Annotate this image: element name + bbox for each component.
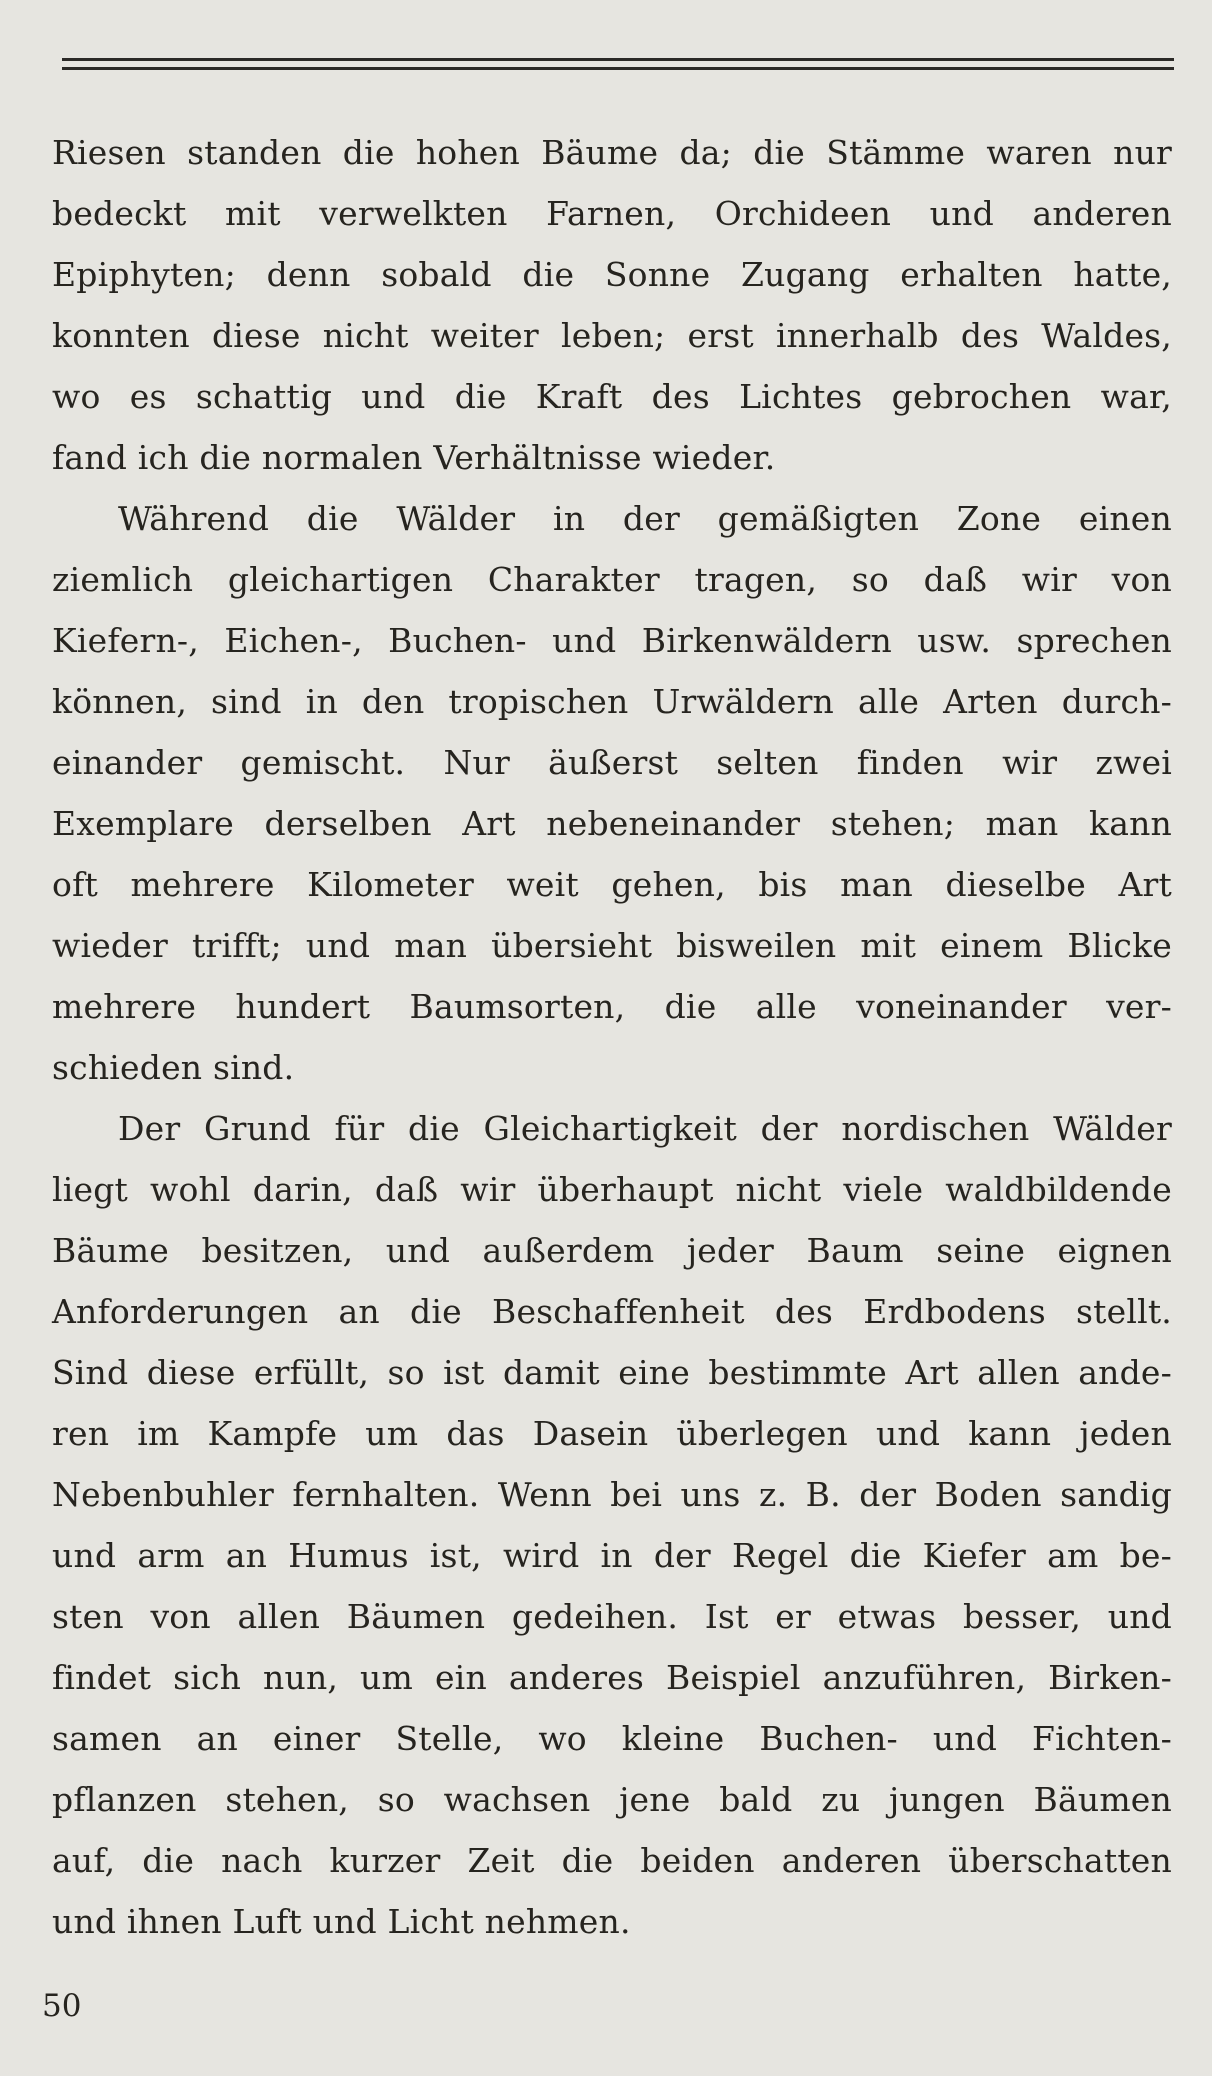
text-line: Während die Wälder in der gemäßigten Zone einen	[118, 499, 1172, 538]
text-line: pflanzen stehen, so wachsen jene bald zu jungen Bäumen	[52, 1780, 1172, 1819]
text-line: können, sind in den tropischen Urwäldern alle Arten durch-	[52, 682, 1172, 721]
text-line: ziemlich gleichartigen Charakter tragen, so daß wir von	[52, 560, 1172, 599]
text-line: liegt wohl darin, daß wir überhaupt nicht viele waldbildende	[52, 1170, 1172, 1209]
text-line: oft mehrere Kilometer weit gehen, bis man dieselbe Art	[52, 865, 1172, 904]
text-line: wo es schattig und die Kraft des Lichtes gebrochen war,	[52, 377, 1172, 416]
text-line: Exemplare derselben Art nebeneinander stehen; man kann	[52, 804, 1172, 843]
text-line: fand ich die normalen Verhältnisse wieder.	[52, 438, 776, 477]
text-line: Riesen standen die hohen Bäume da; die Stämme waren nur	[52, 133, 1172, 172]
text-line: Nebenbuhler fernhalten. Wenn bei uns z. B. der Boden sandig	[52, 1475, 1172, 1514]
text-line: schieden sind.	[52, 1048, 295, 1087]
text-line: Bäume besitzen, und außerdem jeder Baum seine eignen	[52, 1231, 1172, 1270]
text-line: und ihnen Luft und Licht nehmen.	[52, 1902, 631, 1941]
text-line: Anforderungen an die Beschaffenheit des Erdbodens stellt.	[52, 1292, 1172, 1331]
text-line: sten von allen Bäumen gedeihen. Ist er etwas besser, und	[52, 1597, 1172, 1636]
text-line: und arm an Humus ist, wird in der Regel die Kiefer am be-	[52, 1536, 1172, 1575]
text-line: Kiefern-, Eichen-, Buchen- und Birkenwäldern usw. sprechen	[52, 621, 1172, 660]
body-text	[52, 122, 1172, 1952]
page-number: 50	[42, 1988, 82, 2024]
text-line: Epiphyten; denn sobald die Sonne Zugang erhalten hatte,	[52, 255, 1172, 294]
text-line: auf, die nach kurzer Zeit die beiden anderen überschatten	[52, 1841, 1172, 1880]
text-line: Sind diese erfüllt, so ist damit eine bestimmte Art allen ande-	[52, 1353, 1172, 1392]
header-rule-top	[62, 58, 1174, 61]
text-line: ren im Kampfe um das Dasein überlegen und kann jeden	[52, 1414, 1172, 1453]
paragraph-1	[52, 122, 1172, 488]
text-line: einander gemischt. Nur äußerst selten finden wir zwei	[52, 743, 1172, 782]
header-rule-bottom	[62, 67, 1174, 70]
text-line: wieder trifft; und man übersieht bisweilen mit einem Blicke	[52, 926, 1172, 965]
text-line: samen an einer Stelle, wo kleine Buchen- und Fichten-	[52, 1719, 1172, 1758]
text-line: mehrere hundert Baumsorten, die alle voneinander ver-	[52, 987, 1172, 1026]
text-line: konnten diese nicht weiter leben; erst innerhalb des Waldes,	[52, 316, 1172, 355]
paragraph-2	[52, 488, 1172, 1098]
paragraph-3	[52, 1098, 1172, 1952]
header-double-rule	[62, 58, 1174, 70]
text-line: Der Grund für die Gleichartigkeit der nordischen Wälder	[118, 1109, 1172, 1148]
text-line: findet sich nun, um ein anderes Beispiel anzuführen, Birken-	[52, 1658, 1172, 1697]
text-line: bedeckt mit verwelkten Farnen, Orchideen und anderen	[52, 194, 1172, 233]
